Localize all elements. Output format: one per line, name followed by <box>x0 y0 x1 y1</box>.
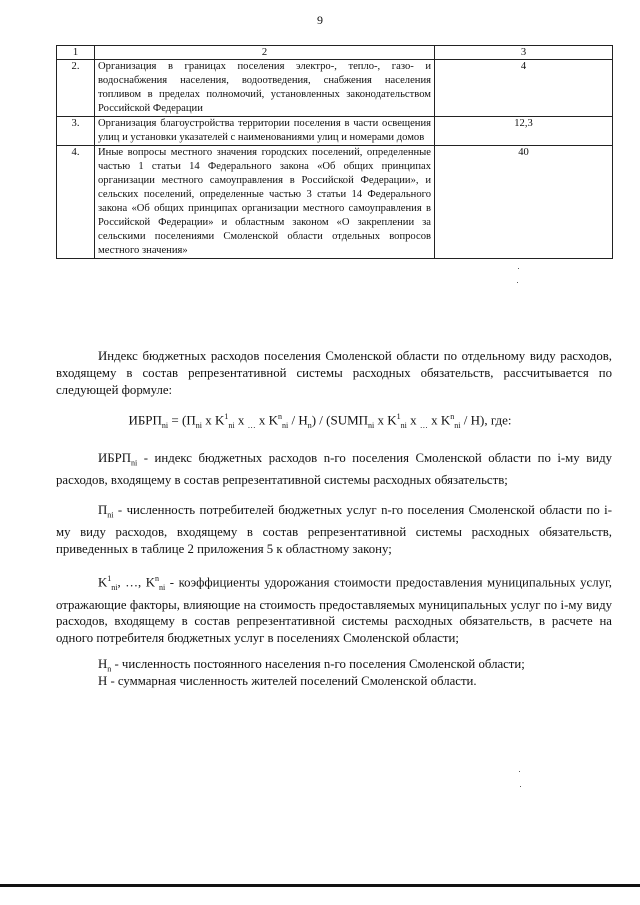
definition-p <box>56 502 612 558</box>
formula-sup: 1 <box>396 412 401 421</box>
header-cell-2: 2 <box>95 46 435 60</box>
definition-text: - индекс бюджетных расходов n-го поселения Смоленской области по i-му виду расходов, входящему в состав репрезентативной системы расходных обязательств; <box>56 451 612 488</box>
bottom-border <box>0 884 640 887</box>
row-number: 4. <box>57 146 95 259</box>
header-cell-1: 1 <box>57 46 95 60</box>
formula-sub: ni <box>454 420 461 430</box>
formula-sub: ni <box>195 420 202 430</box>
definition-ibrp <box>56 450 612 489</box>
definition-text: - численность потребителей бюджетных услуг n-го поселения Смоленской области по i-му виду расходов, входящему в состав репрезентативной системы расходных обязательств, приведенных в таблице 2 приложения 5 к областному закону; <box>56 503 612 557</box>
definition-h: H - суммарная численность жителей поселений Смоленской области. <box>98 674 477 688</box>
formula-sub: ni <box>368 420 375 430</box>
row-text: Организация благоустройства территории поселения в части освещения улиц и установки указателей с наименованиями улиц и номерами домов <box>95 117 435 146</box>
table-row <box>57 60 613 117</box>
row-text: Организация в границах поселения электро-, тепло-, газо- и водоснабжения населения, водоотведения, снабжения населения топливом в пределах полномочий, установленных законодательством Российской Федерации <box>95 60 435 117</box>
formula-part: x K <box>255 412 278 428</box>
row-number: 3. <box>57 117 95 146</box>
formula-part: x K <box>427 412 451 428</box>
row-value: 4 <box>435 60 613 117</box>
table-header-row <box>57 46 613 60</box>
formula-sub: n <box>307 420 312 430</box>
row-number: 2. <box>57 60 95 117</box>
formula-part: x K <box>374 412 397 428</box>
formula-part: = (П <box>168 412 196 428</box>
row-value: 12,3 <box>435 117 613 146</box>
formula-sup: 1 <box>224 412 229 421</box>
term-sub: ni <box>111 582 118 592</box>
row-value: 40 <box>435 146 613 259</box>
formula-part: ) / (SUMП <box>311 412 369 428</box>
formula-sup: n <box>450 412 455 421</box>
table-row <box>57 117 613 146</box>
header-cell-3: 3 <box>435 46 613 60</box>
term-sub: ni <box>107 510 114 520</box>
expense-table <box>56 45 613 259</box>
definition-text: - численность постоянного населения n-го поселения Смоленской области; <box>111 657 525 671</box>
intro-paragraph: Индекс бюджетных расходов поселения Смоленской области по отдельному виду расходов, входящему в состав репрезентативной системы расходных обязательств, рассчитывается по следующей формуле: <box>56 349 612 397</box>
term-sub: ni <box>159 582 166 592</box>
term-sub: n <box>107 664 112 674</box>
scan-speck <box>518 268 519 269</box>
formula-sub: ni <box>228 420 235 430</box>
formula-sup: n <box>277 412 282 421</box>
formula-sub: … <box>247 420 256 430</box>
formula <box>0 412 640 430</box>
formula-part: x <box>234 412 248 428</box>
term: , …, K <box>117 575 155 590</box>
formula-part: x K <box>201 412 225 428</box>
term: H <box>98 657 108 671</box>
scan-speck <box>519 771 520 772</box>
term-sup: n <box>155 574 159 583</box>
term: ИБРП <box>98 451 131 465</box>
scan-speck <box>520 786 521 787</box>
term-sup: 1 <box>107 574 112 583</box>
scan-speck <box>517 282 518 283</box>
formula-part: ИБРП <box>128 412 162 428</box>
formula-part: / H), где: <box>460 412 512 428</box>
row-text: Иные вопросы местного значения городских поселений, определенные частью 1 статьи 14 Федерального закона «Об общих принципах организации местного самоуправления в Российской Федерации», и сельских поселений, определенные частью 3 статьи 14 Федерального закона «Об общих принципах организации местного самоуправления в Российской Федерации» и областным законом «О закреплении за сельскими поселениями Смоленской области отдельных вопросов местного значения» <box>95 146 435 259</box>
formula-sub: … <box>419 420 428 430</box>
formula-part: x <box>406 412 420 428</box>
term: K <box>98 575 108 590</box>
table-row <box>57 146 613 259</box>
formula-part: / H <box>288 412 308 428</box>
definition-k <box>56 571 612 647</box>
term-sub: ni <box>130 458 138 468</box>
page-number: 9 <box>317 13 323 27</box>
formula-sub: ni <box>400 420 407 430</box>
formula-sub: ni <box>281 420 289 430</box>
term: П <box>98 503 108 517</box>
formula-sub: ni <box>161 420 169 430</box>
definition-text: - коэффициенты удорожания стоимости предоставления муниципальных услуг, отражающие факторы, влияющие на стоимость предоставляемых муниципальных услуг по i-му виду расходов, входящему в состав репрезентативной системы расходных обязательств, в расчете на одного потребителя бюджетных услуг в поселениях Смоленской области; <box>56 575 612 646</box>
